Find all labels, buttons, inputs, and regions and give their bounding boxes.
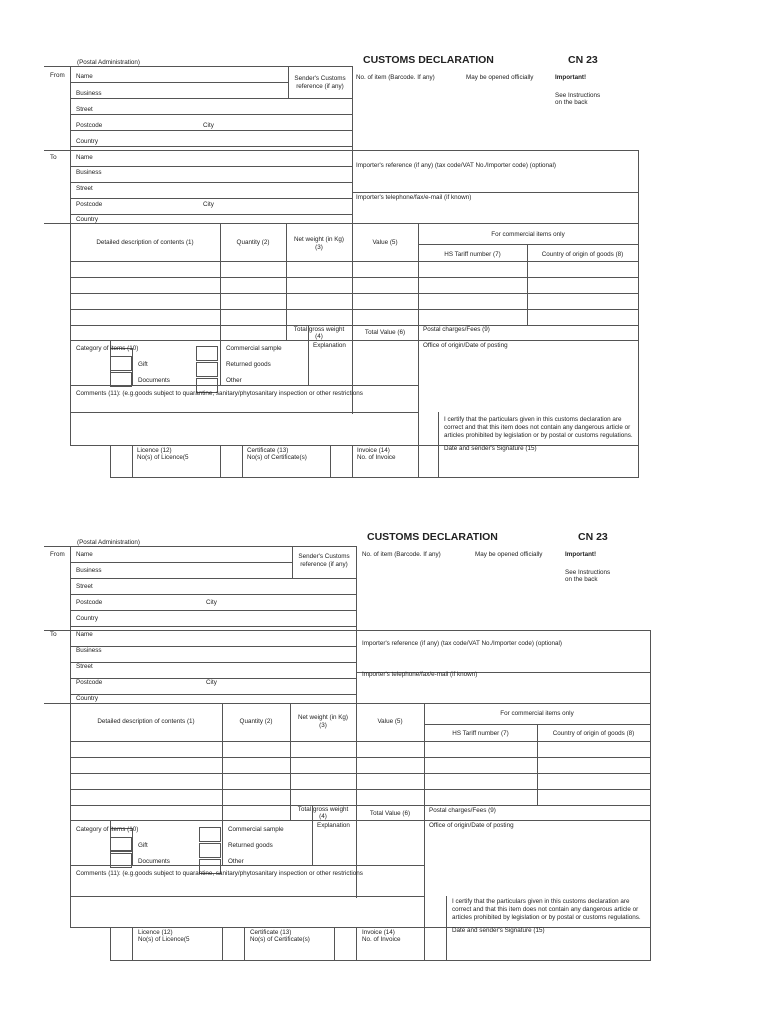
documents-label: Documents: [138, 858, 170, 865]
importer-tel-field[interactable]: Importer's telephone/fax/e-mail (if known): [356, 194, 472, 201]
importer-tel-field[interactable]: Importer's telephone/fax/e-mail (if known): [362, 671, 478, 678]
licence-label-1: Licence (12): [138, 929, 173, 936]
commercial-sample-checkbox[interactable]: [199, 827, 221, 842]
certificate-label-2: No(s) of Certificate(s): [247, 454, 307, 461]
importer-ref-field[interactable]: Importer's reference (if any) (tax code/VAT No./Importer code) (optional): [362, 640, 562, 647]
receiver-name-field[interactable]: Name: [76, 631, 93, 638]
receiver-name-field[interactable]: Name: [76, 154, 93, 161]
receiver-city-field[interactable]: City: [206, 679, 217, 686]
explanation-label: Explanation: [317, 822, 350, 829]
qty-header: Quantity (2): [236, 239, 270, 246]
from-label: From: [50, 551, 65, 558]
category-label: Category of items (10): [76, 826, 139, 833]
invoice-label-1: Invoice (14): [362, 929, 395, 936]
total-value-label: Total Value (6): [364, 329, 406, 336]
receiver-city-field[interactable]: City: [203, 201, 214, 208]
commercial-header: For commercial items only: [500, 710, 574, 717]
gross-weight-label-2: (4): [319, 813, 327, 820]
form-title: CUSTOMS DECLARATION: [367, 531, 498, 543]
returned-goods-checkbox[interactable]: [196, 362, 218, 377]
invoice-label-1: Invoice (14): [357, 447, 390, 454]
sender-business-field[interactable]: Business: [76, 567, 102, 574]
commercial-sample-checkbox[interactable]: [196, 346, 218, 361]
receiver-business-field[interactable]: Business: [76, 169, 102, 176]
total-value-label: Total Value (6): [369, 810, 411, 817]
net-weight-header-1: Net weight (in Kg): [297, 714, 349, 721]
see-instructions-2: on the back: [555, 99, 588, 106]
to-label: To: [50, 631, 57, 638]
receiver-country-field[interactable]: Country: [76, 695, 99, 702]
licence-label-2: No(s) of Licence(5: [137, 454, 189, 461]
commercial-sample-label: Commercial sample: [228, 826, 284, 833]
receiver-postcode-field[interactable]: Postcode: [76, 201, 103, 208]
signature-label[interactable]: Date and sender's Signature (15): [452, 927, 545, 934]
see-instructions-2: on the back: [565, 576, 598, 583]
receiver-country-field[interactable]: Country: [76, 216, 99, 223]
commercial-sample-label: Commercial sample: [226, 345, 282, 352]
documents-checkbox[interactable]: [110, 853, 132, 868]
receiver-street-field[interactable]: Street: [76, 185, 93, 192]
invoice-label-2: No. of Invoice: [362, 936, 401, 943]
sender-country-field[interactable]: Country: [76, 138, 99, 145]
postal-charges-label: Postal charges/Fees (9): [423, 326, 490, 333]
desc-header: Detailed description of contents (1): [97, 718, 195, 725]
receiver-business-field[interactable]: Business: [76, 647, 102, 654]
gross-weight-label-1: Total gross weight: [293, 326, 345, 333]
certify-text-3: articles prohibited by legislation or by postal or customs regulations.: [444, 432, 633, 439]
licence-label-1: Licence (12): [137, 447, 172, 454]
gross-weight-label-2: (4): [315, 333, 323, 340]
form-code: CN 23: [568, 54, 598, 66]
office-origin-label: Office of origin/Date of posting: [423, 342, 508, 349]
certificate-label-2: No(s) of Certificate(s): [250, 936, 310, 943]
important-label: Important!: [565, 551, 597, 558]
returned-goods-checkbox[interactable]: [199, 843, 221, 858]
explanation-label: Explanation: [313, 342, 346, 349]
certify-text-3: articles prohibited by legislation or by postal or customs regulations.: [452, 914, 641, 921]
licence-label-2: No(s) of Licence(5: [138, 936, 190, 943]
postal-admin-label: (Postal Administration): [77, 59, 140, 66]
may-be-opened-label: May be opened officially: [475, 551, 543, 558]
value-header: Value (5): [377, 718, 403, 725]
from-label: From: [50, 72, 65, 79]
sender-ref-label-2: reference (if any): [300, 561, 348, 568]
category-label: Category of items (10): [76, 345, 139, 352]
certificate-label-1: Certificate (13): [250, 929, 292, 936]
sender-city-field[interactable]: City: [203, 122, 214, 129]
customs-form-1: [0, 40, 768, 490]
certificate-label-1: Certificate (13): [247, 447, 289, 454]
receiver-postcode-field[interactable]: Postcode: [76, 679, 103, 686]
hs-tariff-header: HS Tariff number (7): [444, 251, 501, 258]
documents-label: Documents: [138, 377, 170, 384]
sender-ref-label-1: Sender's Customs: [298, 553, 350, 560]
gift-label: Gift: [138, 842, 148, 849]
gift-label: Gift: [138, 361, 148, 368]
certify-text-2: correct and that this item does not contain any dangerous article or: [452, 906, 639, 913]
item-no-label: No. of item (Barcode. If any): [356, 74, 435, 81]
net-weight-header-1: Net weight (in Kg): [293, 236, 345, 243]
value-header: Value (5): [372, 239, 398, 246]
sender-ref-label-2: reference (if any): [296, 83, 344, 90]
returned-goods-label: Returned goods: [226, 361, 271, 368]
gift-checkbox[interactable]: [110, 356, 132, 371]
see-instructions-1: See Instructions: [565, 569, 611, 576]
net-weight-header-2: (3): [315, 244, 323, 251]
certify-text-2: correct and that this item does not contain any dangerous article or: [444, 424, 631, 431]
sender-street-field[interactable]: Street: [76, 583, 93, 590]
documents-checkbox[interactable]: [110, 372, 132, 387]
other-label: Other: [228, 858, 244, 865]
sender-city-field[interactable]: City: [206, 599, 217, 606]
signature-label[interactable]: Date and sender's Signature (15): [444, 445, 537, 452]
origin-header: Country of origin of goods (8): [541, 251, 624, 258]
form-title: CUSTOMS DECLARATION: [363, 54, 494, 66]
gross-weight-label-1: Total gross weight: [297, 806, 349, 813]
see-instructions-1: See Instructions: [555, 92, 601, 99]
to-label: To: [50, 154, 57, 161]
postal-charges-label: Postal charges/Fees (9): [429, 807, 496, 814]
important-label: Important!: [555, 74, 587, 81]
office-origin-label: Office of origin/Date of posting: [429, 822, 514, 829]
origin-header: Country of origin of goods (8): [552, 730, 635, 737]
form-code: CN 23: [578, 531, 608, 543]
invoice-label-2: No. of Invoice: [357, 454, 396, 461]
sender-ref-label-1: Sender's Customs: [294, 75, 346, 82]
gift-checkbox[interactable]: [110, 837, 132, 852]
importer-ref-field[interactable]: Importer's reference (if any) (tax code/VAT No./Importer code) (optional): [356, 162, 556, 169]
sender-postcode-field[interactable]: Postcode: [76, 122, 103, 129]
returned-goods-label: Returned goods: [228, 842, 273, 849]
commercial-header: For commercial items only: [491, 231, 565, 238]
other-label: Other: [226, 377, 242, 384]
comments-label: Comments (11): (e.g.goods subject to quarantine, sanitary/phytosanitary inspection or other restrictions: [76, 390, 363, 397]
comments-label: Comments (11): (e.g.goods subject to quarantine, sanitary/phytosanitary inspection or other restrictions: [76, 870, 363, 877]
receiver-street-field[interactable]: Street: [76, 663, 93, 670]
customs-form-2: [0, 520, 768, 970]
item-no-label: No. of item (Barcode. If any): [362, 551, 441, 558]
sender-name-field[interactable]: Name: [76, 73, 93, 80]
may-be-opened-label: May be opened officially: [466, 74, 534, 81]
sender-street-field[interactable]: Street: [76, 106, 93, 113]
sender-postcode-field[interactable]: Postcode: [76, 599, 103, 606]
net-weight-header-2: (3): [319, 722, 327, 729]
sender-name-field[interactable]: Name: [76, 551, 93, 558]
hs-tariff-header: HS Tariff number (7): [452, 730, 509, 737]
certify-text-1: I certify that the particulars given in this customs declaration are: [444, 416, 622, 423]
desc-header: Detailed description of contents (1): [96, 239, 194, 246]
qty-header: Quantity (2): [239, 718, 273, 725]
postal-admin-label: (Postal Administration): [77, 539, 140, 546]
certify-text-1: I certify that the particulars given in this customs declaration are: [452, 898, 630, 905]
sender-business-field[interactable]: Business: [76, 90, 102, 97]
sender-country-field[interactable]: Country: [76, 615, 99, 622]
